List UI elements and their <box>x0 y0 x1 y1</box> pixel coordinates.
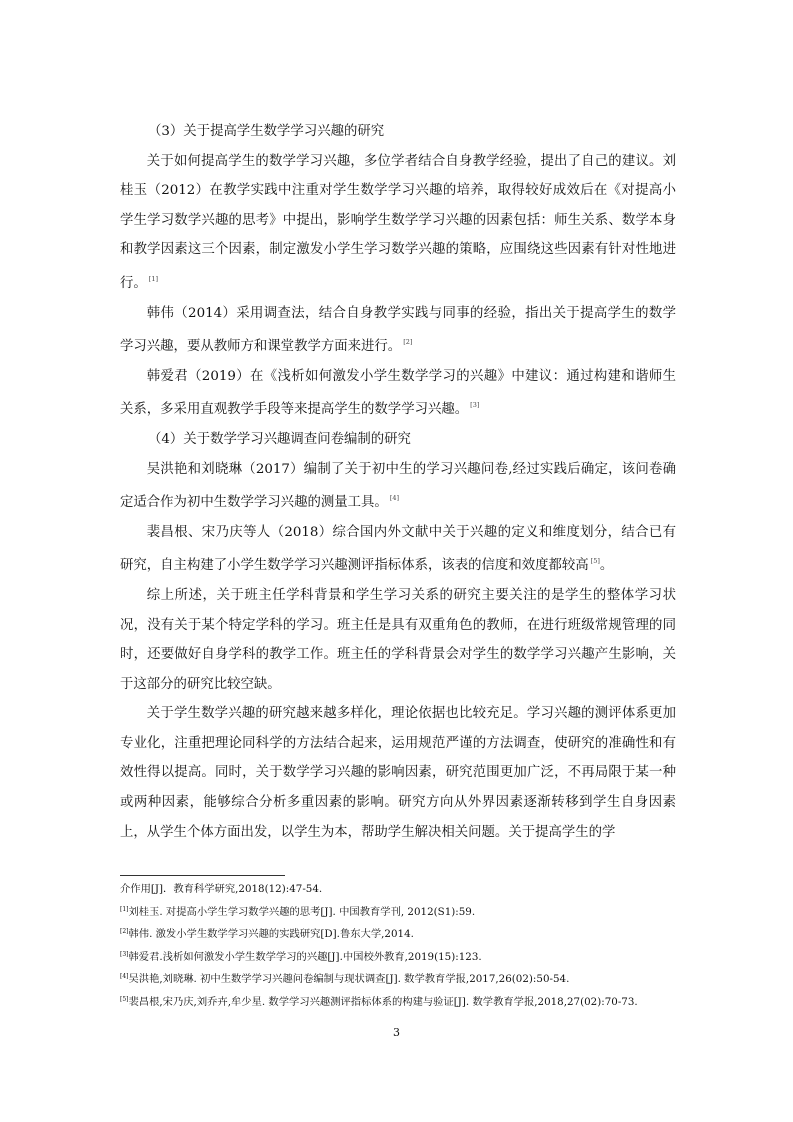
footnote-mark: [1] <box>120 905 129 913</box>
paragraph-text: 裴昌根、宋乃庆等人（2018）综合国内外文献中关于兴趣的定义和维度划分，结合已有研究，自主构建了小学生数学学习兴趣测评指标体系，该表的信度和效度都较高 <box>120 524 676 574</box>
footnote-2 <box>120 922 680 945</box>
section-heading-3: （3）关于提高学生数学学习兴趣的研究 <box>148 124 385 139</box>
paragraph-liu-guiyu <box>120 147 676 299</box>
footnotes <box>120 880 680 1012</box>
paragraph-han-wei <box>120 299 676 362</box>
citation-mark: [1] <box>148 274 158 283</box>
footnote-mark: [5] <box>120 995 129 1003</box>
paragraph-trend: 关于学生数学兴趣的研究越来越多样化，理论依据也比较充足。学习兴趣的测评体系更加专业化，注重把理论同科学的方法结合起来，运用规范严谨的方法调查，使研究的准确性和有效性得以提高。同时，关于数学学习兴趣的影响因素，研究范围更加广泛，不再局限于某一种或两种因素，能够综合分析多重因素的影响。研究方向从外界因素逐渐转移到学生自身因素上，从学生个体方面出发，以学生为本，帮助学生解决相关问题。关于提高学生的学 <box>120 706 676 840</box>
footnote-mark: [3] <box>120 950 129 958</box>
footnote-4 <box>120 967 680 990</box>
footnote-text: 韩伟. 激发小学生数学学习兴趣的实践研究[D].鲁东大学,2014. <box>128 928 414 940</box>
footnote-text: 裴昌根,宋乃庆,刘乔卉,牟少星. 数学学习兴趣测评指标体系的构建与验证[J]. 数学教育学报,2018,27(02):70-73. <box>128 995 638 1008</box>
paragraph-text: 韩伟（2014）采用调查法，结合自身教学实践与同事的经验，指出关于提高学生的数学学习兴趣，要从教师方和课堂教学方面来进行。 <box>120 305 676 355</box>
citation-mark: [4] <box>389 494 400 503</box>
footnote-5 <box>120 990 680 1013</box>
footnote-mark: [4] <box>120 973 129 980</box>
citation-mark: [2] <box>403 338 413 347</box>
section-heading-4: （4）关于数学学习兴趣调查问卷编制的研究 <box>148 431 411 447</box>
paragraph-text: 韩爱君（2019）在《浅析如何激发小学生数学学习的兴趣》中建议：通过构建和谐师生关系，多采用直观教学手段等来提高学生的数学学习兴趣。 <box>120 368 676 418</box>
body-text <box>120 117 676 847</box>
citation-mark: [3] <box>470 401 480 410</box>
footnote-3 <box>120 945 680 968</box>
paragraph-text: 吴洪艳和刘晓琳（2017）编制了关于初中生的学习兴趣问卷,经过实践后确定，该问卷确定适合作为初中生数学学习兴趣的测量工具。 <box>120 461 676 511</box>
paragraph-summary: 综上所述，关于班主任学科背景和学生学习关系的研究主要关注的是学生的整体学习状况，没有关于某个特定学科的学习。班主任是具有双重角色的教师，在进行班级常规管理的同时，还要做好自身学科的教学工作。班主任的学科背景会对学生的数学学习兴趣产生影响，关于这部分的研究比较空缺。 <box>120 587 676 692</box>
footnote-divider <box>120 875 285 876</box>
footnote-1 <box>120 900 680 923</box>
footnote-mark: [2] <box>120 928 129 935</box>
paragraph-text: 关于如何提高学生的数学学习兴趣，多位学者结合自身教学经验，提出了自己的建议。刘桂玉（2012）在教学实践中注重对学生数学学习兴趣的培养，取得较好成效后在《对提高小学生学习数学兴趣的思考》中提出，影响学生数学学习兴趣的因素包括：师生关系、数学本身和教学因素这三个因素，制定激发小学生学习数学兴趣的策略，应围绕这些因素有针对性地进行。 <box>120 153 676 291</box>
citation-mark: [5] <box>590 557 600 566</box>
footnote-continuation <box>120 880 680 900</box>
footnote-text: 刘桂玉. 对提高小学生学习数学兴趣的思考[J]. 中国教育学刊, 2012(S1):59. <box>128 905 476 918</box>
footnote-text: 介作用[J]．教育科学研究,2018(12):47-54. <box>120 883 323 895</box>
footnote-text: 韩爱君.浅析如何激发小学生数学学习的兴趣[J].中国校外教育,2019(15):123. <box>128 950 482 963</box>
page-number: 3 <box>393 1026 400 1039</box>
paragraph-tail: 。 <box>599 558 614 574</box>
paragraph-wu-hongyan <box>120 455 676 518</box>
footnote-text: 吴洪艳,刘晓琳. 初中生数学学习兴趣问卷编制与现状调查[J]. 数学教育学报,2017,26(02):50-54. <box>128 973 570 985</box>
paragraph-han-aijun <box>120 362 676 425</box>
paragraph-pei-changgen <box>120 518 676 581</box>
